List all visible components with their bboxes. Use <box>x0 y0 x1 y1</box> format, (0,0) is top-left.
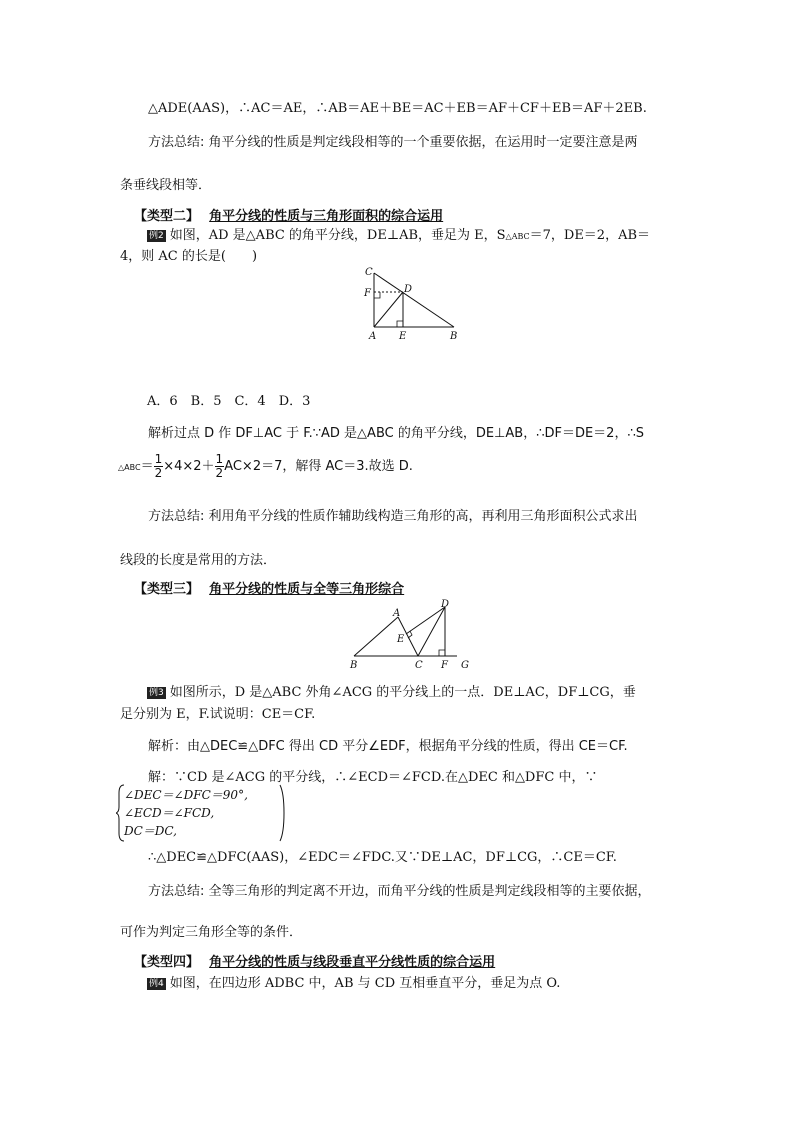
equation-2: ∠ECD＝∠FCD, <box>124 806 215 820</box>
example3-conclusion: ∴△DEC≌△DFC(AAS)，∠EDC＝∠FDC.又∵DE⊥AC，DF⊥CG，∴CE＝CF. <box>148 850 617 865</box>
fraction-2: $\frac{1}{2}$ <box>215 452 224 480</box>
label-a: A <box>369 331 377 342</box>
example2-question-line1 <box>147 224 650 243</box>
solution-equals: ＝ <box>140 459 154 474</box>
label-b: B <box>450 331 458 342</box>
label-c: C <box>365 267 373 278</box>
example4-text: 如图，在四边形 ADBC 中，AB 与 CD 互相垂直平分，垂足为点 O. <box>169 976 561 991</box>
solution-middle: ×4×2＋ <box>163 459 215 474</box>
segment-ba <box>354 617 398 656</box>
example2-choices: A．6 B．5 C．4 D．3 <box>147 394 311 409</box>
example3-analysis: 解析：由△DEC≌△DFC 得出 CD 平分∠EDF，根据角平分线的性质，得出 CE＝CF. <box>148 739 628 754</box>
label-e: E <box>397 634 405 645</box>
example2-solution-line1: 解析过点 D 作 DF⊥AC 于 F.∵AD 是△ABC 的角平分线，DE⊥AB，∴DF＝DE＝2，∴S <box>148 426 644 441</box>
type2-heading <box>134 205 443 224</box>
solution-end: AC×2＝7，解得 AC＝3.故选 D. <box>224 459 413 474</box>
right-angle-f <box>374 292 380 298</box>
example2-solution-line2 <box>118 453 413 480</box>
label-f: F <box>441 660 448 671</box>
example2-text-b: ＝7，DE＝2，AB＝ <box>529 228 651 243</box>
label-e: E <box>399 331 407 342</box>
label-g: G <box>461 660 469 671</box>
label-d: D <box>441 599 450 610</box>
example4-badge: 例4 <box>149 979 164 989</box>
type4-bracket: 【类型四】 <box>134 955 200 970</box>
segment-cd <box>418 607 445 656</box>
type2-bracket: 【类型二】 <box>134 209 200 224</box>
example4-question-line1 <box>147 972 560 991</box>
type3-heading <box>134 578 404 597</box>
segment-ad <box>374 292 403 327</box>
label-a: A <box>393 608 401 619</box>
label-b: B <box>350 660 358 671</box>
right-bracket <box>280 785 284 841</box>
example2-figure <box>360 265 470 345</box>
left-brace <box>116 785 124 841</box>
method-summary-1b: 条垂线段相等． <box>120 178 212 193</box>
label-d: D <box>404 284 413 295</box>
method-summary-1a: 方法总结: 角平分线的性质是判定线段相等的一个重要依据，在运用时一定要注意是两 <box>148 135 638 150</box>
label-c: C <box>415 660 423 671</box>
solution-subscript: △ABC <box>118 463 141 472</box>
example2-question-line2: 4，则 AC 的长是( ) <box>120 249 258 264</box>
proof-conclusion-line: △ADE(AAS)，∴AC＝AE，∴AB＝AE＋BE＝AC＋EB＝AF＋CF＋EB＝AF＋2EB. <box>148 101 647 116</box>
example3-figure <box>342 597 478 673</box>
label-f: F <box>364 288 371 299</box>
type3-bracket: 【类型三】 <box>134 582 200 597</box>
example2-subscript: △ABC <box>505 232 530 241</box>
method-summary-3b: 可作为判定三角形全等的条件． <box>120 925 303 940</box>
fraction-1: $\frac{1}{2}$ <box>154 452 163 480</box>
example3-solution-line1: 解：∵CD 是∠ACG 的平分线，∴∠ECD＝∠FCD.在△DEC 和△DFC 中，∵ <box>148 770 598 785</box>
example3-badge: 例3 <box>149 688 164 698</box>
type4-heading <box>134 951 495 970</box>
right-angle-f <box>439 650 445 656</box>
equation-1: ∠DEC＝∠DFC＝90°, <box>124 788 248 802</box>
example2-text-a: 如图，AD 是△ABC 的角平分线，DE⊥AB，垂足为 E，S <box>169 228 506 243</box>
type3-title: 角平分线的性质与全等三角形综合 <box>209 582 405 597</box>
example3-question-line2: 足分别为 E，F.试说明：CE＝CF. <box>120 707 316 722</box>
example3-question-line1 <box>147 681 636 700</box>
segment-de <box>406 607 445 634</box>
equation-3: DC＝DC, <box>124 824 177 838</box>
method-summary-3a: 方法总结: 全等三角形的判定离不开边，而角平分线的性质是判定线段相等的主要依据， <box>148 884 651 899</box>
example3-text: 如图所示，D 是△ABC 外角∠ACG 的平分线上的一点．DE⊥AC，DF⊥CG，垂 <box>169 685 636 700</box>
type4-title: 角平分线的性质与线段垂直平分线性质的综合运用 <box>209 955 496 970</box>
method-summary-2b: 线段的长度是常用的方法． <box>120 553 277 568</box>
method-summary-2a: 方法总结: 利用角平分线的性质作辅助线构造三角形的高，再利用三角形面积公式求出 <box>148 509 638 524</box>
example2-badge: 例2 <box>149 231 164 241</box>
segment-cb <box>374 273 454 327</box>
right-angle-e <box>397 321 403 327</box>
type2-title: 角平分线的性质与三角形面积的综合运用 <box>209 209 444 224</box>
